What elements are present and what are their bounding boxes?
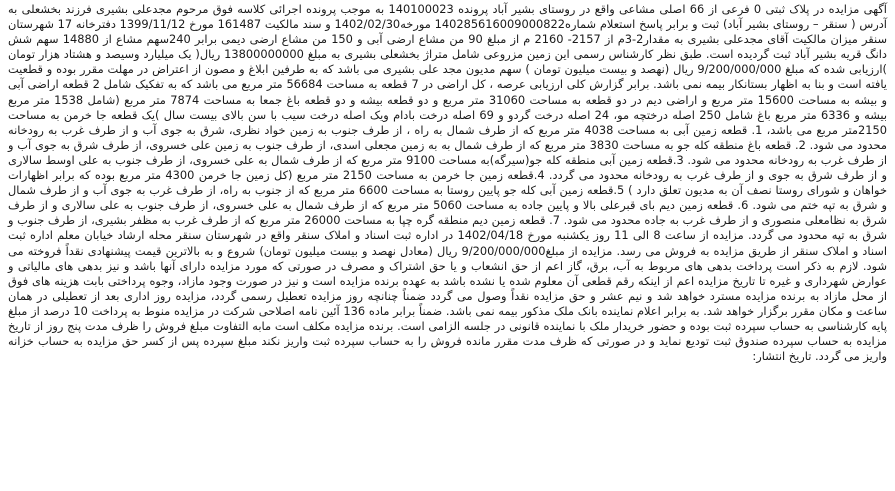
notice-body-text: آگهی مزایده در پلاک ثبتی 0 فرعی از 66 اصلی مشاعی واقع در روستای بشیر آباد پرونده 140100023 به موجب پرونده اجرائی کلاسه فوق مرحوم مجدعلی بشیری فرزند بخشعلی به آدرس ( سنقر – روستای بشیر آباد) ثبت و برابر پاسخ استعلام شماره140285616009000822 مورخه1402/02/30 و سند مالکیت 161487 مورخ 1399/11/12 دفترخانه 17 شهرستان سنقر میزان مالکیت آقای مجدعلی بشیری به مقدار2-3م از 2157- 2160 م از مبلغ 90 من مشاع ارضی آبی و 150 من مشاع ارضی دیمی برابر 240سهم مشاع از 14880 سهم شش دانگ قریه بشیر آباد ثبت گردیده است. طبق نظر کارشناس رسمی این زمین مزروعی شامل متراژ بخشعلی بشیری به مبلغ 13800000000 ریال( یک میلیارد وسیصد و هشتاد هزار تومان )ارزیابی شده که مبلغ 9/200/000/000 ریال (نهصد و بیست میلیون تومان ) سهم مدیون مجد علی بشیری می باشد که به طرفین ابلاغ و مصون از اعتراض در مهلت مقرر بوده و قطعیت یافته است و بنا به اظهار بستانکار بیمه نمی باشد. برابر گزارش کلی ارزیابی عرصه ، کل اراضی در 7 قطعه به مساحت 56684 متر مربع می باشد که به تفکیک شامل 2 قطعه اراضی آبی و بیشه به مساحت 15600 متر مربع و اراضی دیم در دو قطعه به مساحت 31060 متر مربع و دو قطعه بیشه و دو قطعه باغ جمعا به مساحت 7874 متر مربع (شامل 1538 متر مربع بیشه و 6336 متر مربع باغ شامل 250 اصله درختچه مو، 24 اصله درخت گردو و 69 اصله درخت بادام ویک اصله درخت سیب با سن بالای بیست سال )یک قطعه جا خرمن به مساحت 2150متر مربع می باشد، 1. قطعه زمین آبی به مساحت 4038 متر مربع که از طرف شمال به راه ، از طرف جنوب به زمین خواد نظری، شرق به جوی آب و از طرف غرب به رودخانه محدود می شود. 2. قطعه باغ منطقه کله جو به مساحت 3830 متر مربع که از طرف شمال به به زمین مجعلی اسدی، از طرف جنوب به زمین علی خسروی، از طرف شرق به جوی آب و از طرف غرب به رودخانه محدود می شود. 3.قطعه زمین آبی منطقه کله جو(سیرگه)به مساحت 9100 متر مربع که از طرف شمال به علی خسروی، از طرف جنوب به علی اوسط سالاری و از طرف شرق به جوی و از طرف غرب به رودخانه محدود می گردد. 4.قطعه زمین جا خرمن به مساحت 2150 متر مربع (کل زمین جا خرمن 4300 متر مربع بوده که برابر اظهارات خواهان و شورای روستا نصف آن به مدیون تعلق دارد ) 5.قطعه زمین آبی کله جو پایین روستا به مساحت 6600 متر مربع که از جنوب به راه، از طرف غرب به جوی آب و از طرف شمال و شرق به تپه ختم می شود. 6. قطعه زمین دیم بای قبرعلی بالا و پایین جاده به مساحت 5060 متر مربع که از طرف شمال به علی خسروی، از طرف جنوب به علی سالاری و از طرف شرق به نظامعلی منصوری و از طرف غرب به جاده محدود می شود. 7. قطعه زمین دیم منطقه گره چپا به مساحت 26000 متر مربع که از طرف غرب به مظفر بشیری، از طرف جنوب و شرق به تپه محدود می گردد. مزایده از ساعت 8 الی 11 روز یکشنبه مورخ 1402/04/18 در اداره ثبت اسناد و املاک سنقر واقع در شهرستان سنقر محله ارشاد خیابان معلم اداره ثبت اسناد و املاک سنقر از طریق مزایده به فروش می رسد. مزایده از مبلغ9/200/000/000 ریال (معادل نهصد و بیست میلیون تومان) شروع و به بالاترین قیمت پیشنهادی نقداً فروخته می شود. لازم به ذکر است پرداخت بدهی های مربوط به آب، برق، گاز اعم از حق انشعاب و یا حق اشتراک و مصرف در صورتی که مورد مزایده دارای آنها باشد و نیز بدهی های مالیاتی و عوارض شهرداری و غیره تا تاریخ مزایده اعم از اینکه رقم قطعی آن معلوم شده یا نشده باشد به عهده برنده مزایده است و نیز در صورت وجود مازاد، وجوه پرداختی بابت هزینه های فوق از محل مازاد به برنده مزایده مسترد خواهد شد و نیم عشر و حق مزایده نقداً وصول می گردد ضمناً چنانچه روز مزایده تعطیل رسمی گردد، مزایده روز اداری بعد از تعطیلی در همان ساعت و مکان مقرر برگزار خواهد شد. به برابر اعلام نماینده بانک ملک مذکور بیمه نمی باشد. ضمناً برابر ماده 136 آئین نامه اصلاحی شرکت در مزایده منوط به پرداخت 10 درصد از مبلغ پایه کارشناسی به حساب سپرده ثبت بوده و حضور خریدار ملک با نماینده قانونی در جلسه الزامی است. برنده مزایده مکلف است مابه التفاوت مبلغ فروش را ظرف مدت پنج روز از تاریخ مزایده به حساب سپرده صندوق ثبت تودیع نماید و در صورتی که ظرف مدت مقرر مانده فروش را به حساب سپرده ثبت واریز نکند مبلغ سپرده پس از کسر حق مزایده به حساب خزانه واریز می گردد. تاریخ انتشار: (8, 2, 888, 364)
auction-notice (8, 2, 887, 364)
